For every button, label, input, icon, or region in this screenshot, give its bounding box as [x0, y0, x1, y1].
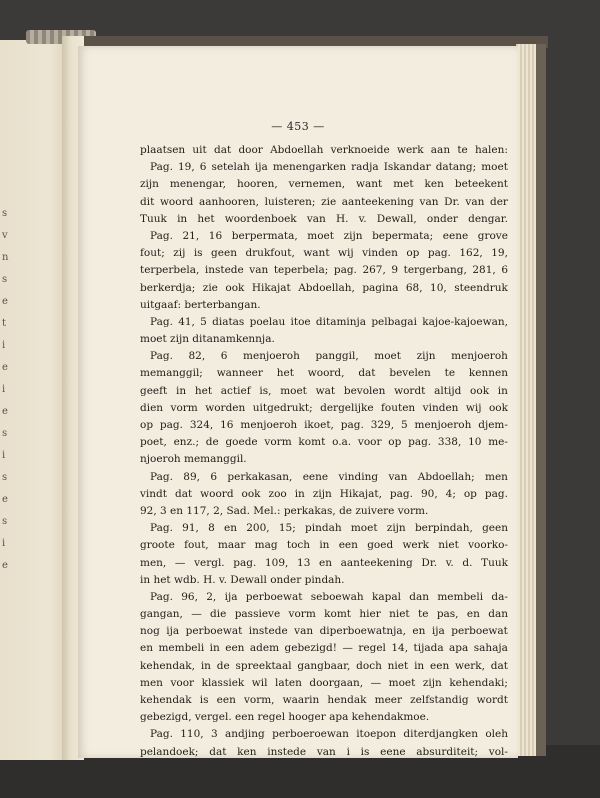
left-page-letter: s — [2, 274, 8, 285]
text-line: Pag. 21, 16 berpermata, moet zijn bepermata; eene grove — [150, 229, 508, 242]
left-page-letter: i — [2, 538, 6, 549]
text-line: Pag. 96, 2, ija perboewat seboewah kapal dan membeli da- — [150, 590, 508, 603]
text-line: njoeroh memanggil. — [140, 453, 247, 466]
left-page-letter: e — [2, 406, 8, 417]
page-number: — 453 — — [271, 120, 325, 133]
left-page-letter: i — [2, 340, 6, 351]
text-line: kehendak is een vorm, waarin hendak meer zelfstandig wordt — [140, 694, 508, 706]
text-line: gebezigd, vergel. een regel hooger apa kehendakmoe. — [140, 711, 430, 724]
text-line: geeft in het actief is, moet wat bevolen wordt altijd ook in — [140, 384, 508, 397]
text-line: dien vorm worden uitgedrukt; dergelijke fouten vinden wij ook — [140, 401, 508, 414]
text-line: Pag. 41, 5 diatas poelau itoe ditaminja pelbagai kajoe-kajoewan, — [150, 315, 508, 328]
text-line: vindt dat woord ook zoo in zijn Hikajat, pag. 90, 4; op pag. — [140, 487, 508, 500]
left-page-letter: t — [2, 318, 7, 329]
text-line: zijn menengar, hooren, vernemen, want met ken beteekent — [140, 178, 508, 191]
text-line: nog ija perboewat instede van diperboewatnja, en ija perboewat — [140, 625, 508, 638]
left-page-letter: e — [2, 560, 8, 571]
text-line: Pag. 89, 6 perkakasan, eene vinding van Abdoellah; men — [150, 470, 508, 483]
text-line: berkerdja; zie ook Hikajat Abdoellah, pagina 68, 10, steendruk — [140, 281, 508, 294]
text-line: men, — vergl. pag. 109, 13 en aanteekening Dr. v. d. Tuuk — [140, 556, 508, 569]
page-body-text — [140, 142, 508, 761]
text-line: 92, 3 en 117, 2, Sad. Mel.: perkakas, de zuivere vorm. — [140, 504, 429, 517]
text-line: op pag. 324, 16 menjoeroh ikoet, pag. 329, 5 menjoeroh djem- — [140, 419, 508, 431]
left-page-letter: e — [2, 296, 8, 307]
left-page-letter: s — [2, 472, 8, 483]
text-line: groote fout, maar mag toch in een goed werk niet voorko- — [140, 539, 508, 552]
text-line: terperbela, instede van teperbela; pag. 267, 9 tergerbang, 281, 6 — [140, 264, 508, 277]
text-line: moet zijn ditanamkennja. — [140, 333, 275, 346]
text-line: pelandoek; dat ken instede van i is eene absurditeit; vol- — [140, 745, 508, 758]
text-line: men voor klassiek wil laten doorgaan, — moet zijn kehendaki; — [140, 676, 508, 689]
left-page-text-margin — [0, 40, 12, 760]
left-page-letter: v — [2, 230, 8, 241]
book-cover-right — [536, 44, 546, 756]
right-page — [78, 46, 518, 758]
text-line: in het wdb. H. v. Dewall onder pindah. — [140, 573, 345, 586]
left-page-letter: i — [2, 384, 6, 395]
page-edges — [516, 44, 538, 756]
left-page-letter: i — [2, 450, 6, 461]
text-line: kehendak, in de spreektaal gangbaar, doch niet in een werk, dat — [140, 659, 508, 672]
text-line: Pag. 82, 6 menjoeroh panggil, moet zijn menjoeroh — [150, 350, 508, 363]
left-page-letter: s — [2, 208, 8, 219]
text-line: plaatsen uit dat door Abdoellah verknoeide werk aan te halen: — [140, 144, 508, 156]
text-line: fout; zij is geen drukfout, want wij vinden op pag. 162, 19, — [140, 247, 508, 260]
text-line: en membeli in een adem gebezigd! — regel 14, tijada apa sahaja — [140, 642, 508, 655]
text-line: gangan, — die passieve vorm komt hier niet te pas, en dan — [140, 608, 508, 621]
text-line: Pag. 110, 3 andjing perboeroewan itoepon diterdjangken oleh — [150, 728, 508, 741]
left-page-letter: e — [2, 494, 8, 505]
text-line: uitgaaf: berterbangan. — [140, 298, 261, 311]
text-line: memanggil; wanneer het woord, dat bevelen te kennen — [140, 367, 508, 380]
text-line: Tuuk in het woordenboek van H. v. Dewall, onder dengar. — [140, 212, 508, 225]
left-page-letter: s — [2, 516, 8, 527]
text-line: Pag. 91, 8 en 200, 15; pindah moet zijn berpindah, geen — [150, 522, 508, 535]
left-page-letter: n — [2, 252, 9, 263]
text-line: dit woord aanhooren, luisteren; zie aanteekening van Dr. van der — [140, 195, 508, 208]
text-line: Pag. 19, 6 setelah ija menengarken radja Iskandar datang; moet — [150, 161, 508, 174]
left-page-letter: e — [2, 362, 8, 373]
text-line: poet, enz.; de goede vorm komt o.a. voor op pag. 338, 10 me- — [140, 436, 508, 449]
left-page-letter: s — [2, 428, 8, 439]
